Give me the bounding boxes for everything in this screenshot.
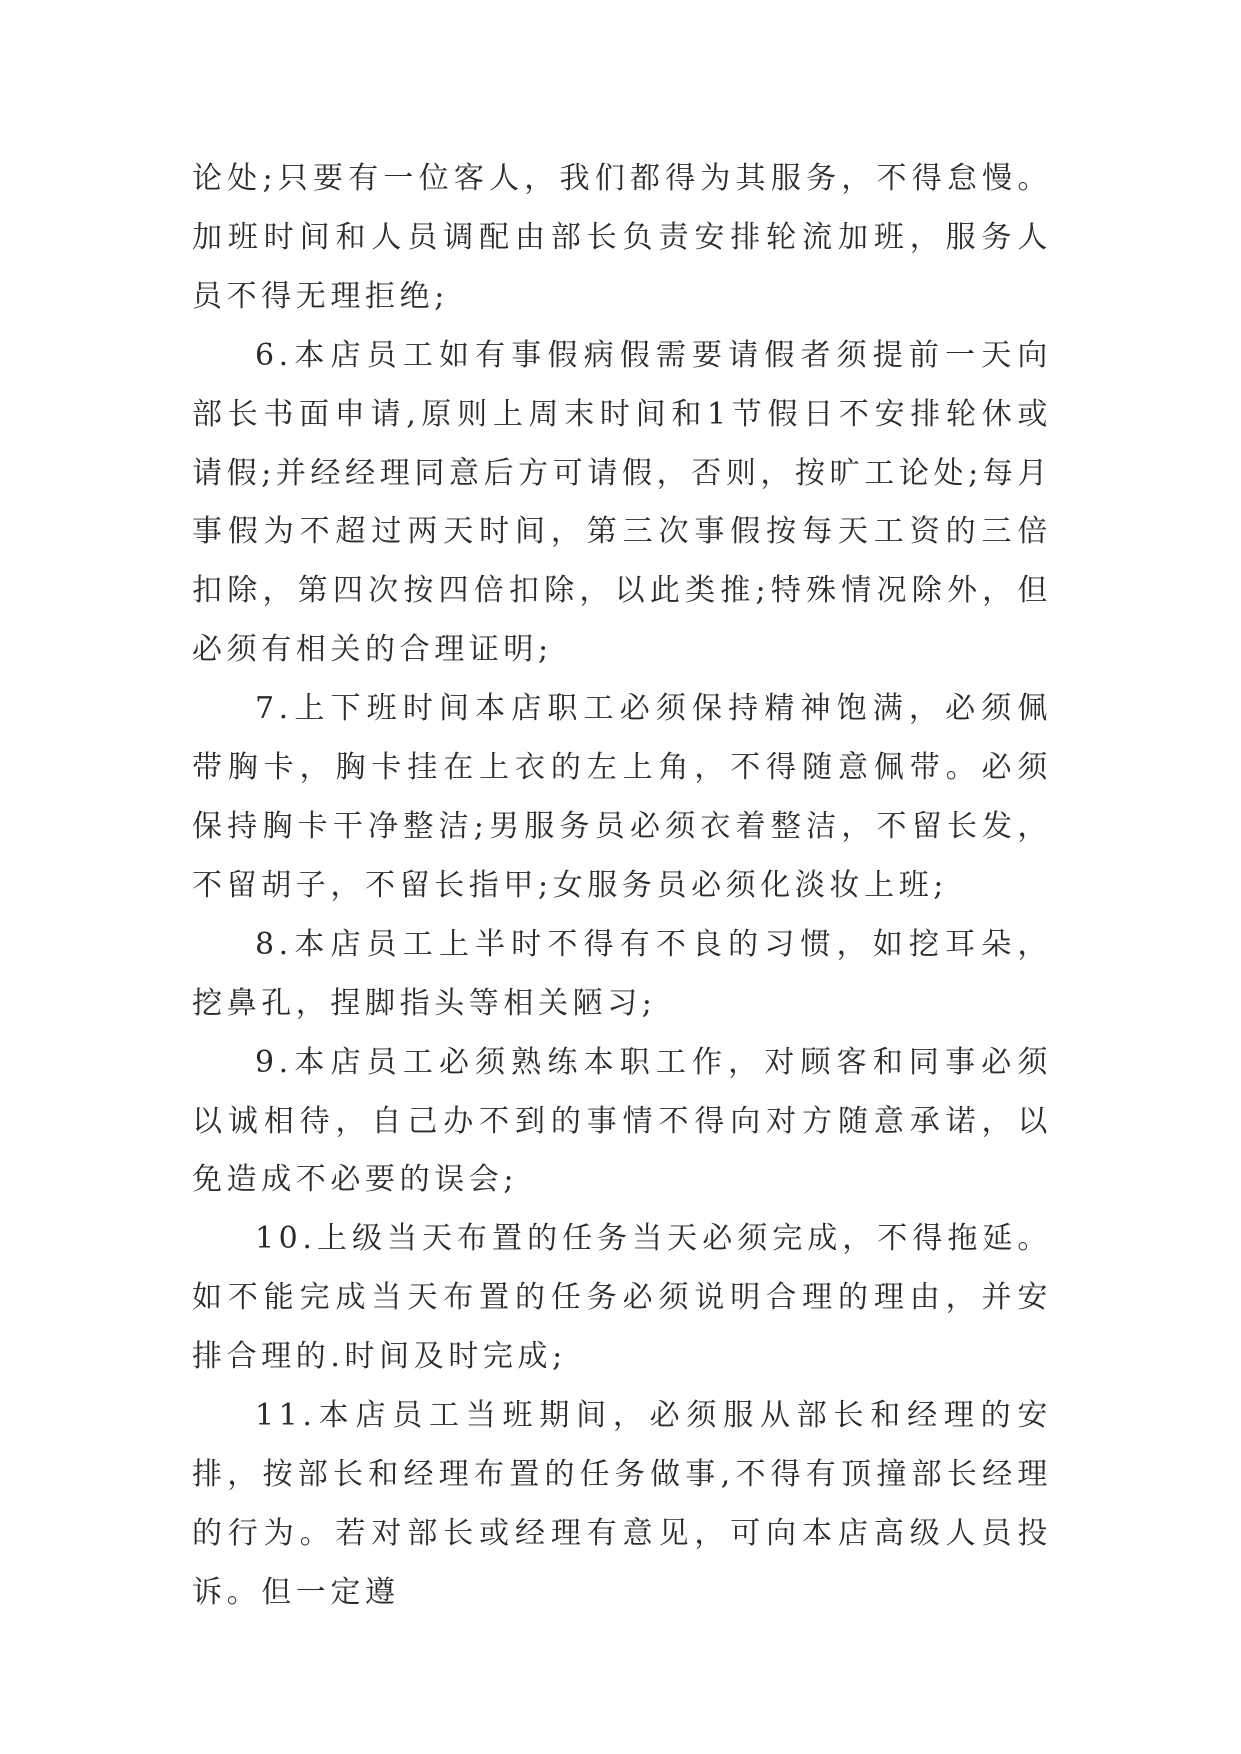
paragraph-rule-6: 6.本店员工如有事假病假需要请假者须提前一天向部长书面申请,原则上周末时间和1节假日不安排轮休或请假;并经经理同意后方可请假，否则，按旷工论处;每月事假为不超过两天时间，第三次事假按每天工资的三倍扣除，第四次按四倍扣除，以此类推;特殊情况除外，但必须有相关的合理证明; — [192, 337, 1052, 668]
paragraph-rule-9: 9.本店员工必须熟练本职工作，对顾客和同事必须以诚相待，自己办不到的事情不得向对方随意承诺，以免造成不必要的误会; — [192, 1044, 1052, 1198]
paragraph-rule-10: 10.上级当天布置的任务当天必须完成，不得拖延。如不能完成当天布置的任务必须说明合理的理由，并安排合理的.时间及时完成; — [192, 1221, 1052, 1375]
paragraph-rule-11: 11.本店员工当班期间，必须服从部长和经理的安排，按部长和经理布置的任务做事,不得有顶撞部长经理的行为。若对部长或经理有意见，可向本店高级人员投诉。但一定遵 — [192, 1398, 1052, 1610]
paragraph-rule-8: 8.本店员工上半时不得有不良的习惯，如挖耳朵，挖鼻孔，捏脚指头等相关陋习; — [192, 926, 1052, 1021]
paragraph-rule-7: 7.上下班时间本店职工必须保持精神饱满，必须佩带胸卡，胸卡挂在上衣的左上角，不得随意佩带。必须保持胸卡干净整洁;男服务员必须衣着整洁，不留长发，不留胡子，不留长指甲;女服务员必须化淡妆上班; — [192, 691, 1052, 903]
paragraph-continuation: 论处;只要有一位客人，我们都得为其服务，不得怠慢。加班时间和人员调配由部长负责安排轮流加班，服务人员不得无理拒绝; — [192, 161, 1052, 314]
document-page — [192, 150, 1052, 1623]
